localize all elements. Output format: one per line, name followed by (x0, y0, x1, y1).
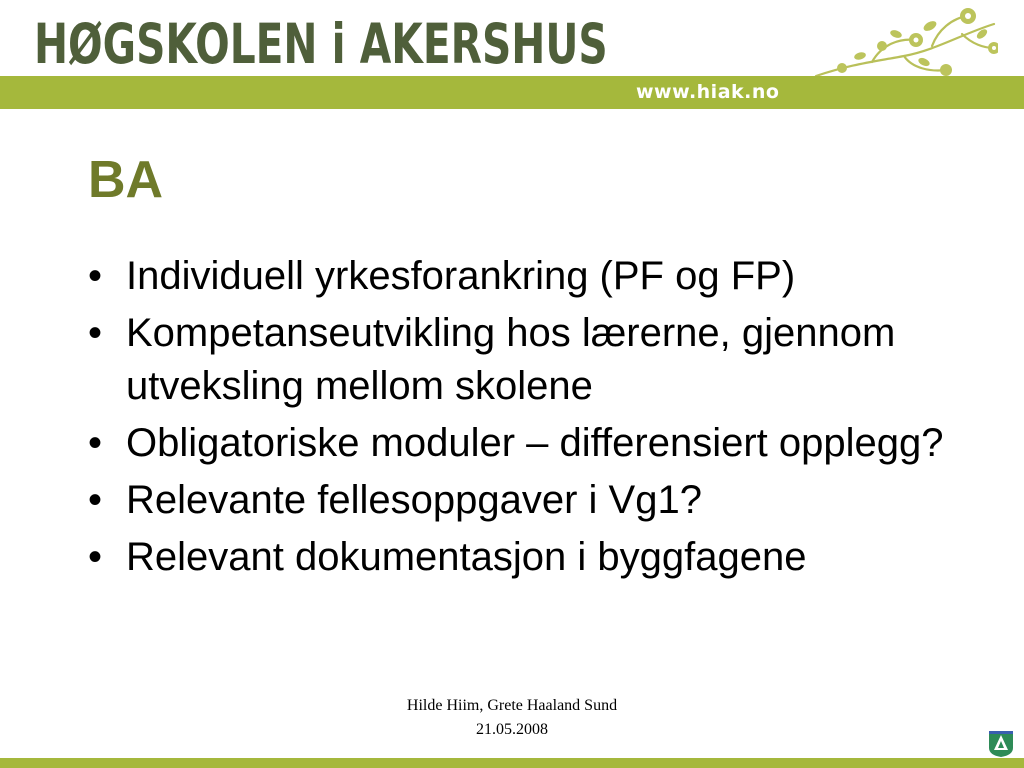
bullet-marker: • (88, 478, 103, 522)
footer-date: 21.05.2008 (476, 721, 548, 738)
bullet-list (82, 250, 982, 588)
bullet-text: Kompetanseutvikling hos lærerne, gjennom utveksling mellom skolene (126, 311, 896, 408)
footer-band (0, 758, 1024, 768)
bullet-text: Relevante fellesoppgaver i Vg1? (126, 478, 702, 522)
website-url: www.hiak.no (636, 81, 780, 103)
list-item (82, 474, 982, 527)
list-item (82, 307, 982, 413)
list-item (82, 250, 982, 303)
akershus-logo-icon (986, 728, 1016, 758)
bullet-text: Obligatoriske moduler – differensiert opplegg? (126, 421, 944, 465)
list-item (82, 417, 982, 470)
institution-wordmark: HØGSKOLEN i AKERSHUS (34, 12, 608, 76)
header-band (0, 76, 1024, 109)
bullet-text: Relevant dokumentasjon i byggfagene (126, 535, 807, 579)
bullet-marker: • (88, 254, 103, 298)
bullet-marker: • (88, 421, 103, 465)
bullet-marker: • (88, 535, 103, 579)
footer-credits (300, 694, 724, 742)
bullet-text: Individuell yrkesforankring (PF og FP) (126, 254, 796, 298)
footer-authors: Hilde Hiim, Grete Haaland Sund (406, 697, 618, 714)
list-item (82, 531, 982, 584)
slide-title: BA (88, 151, 164, 209)
bullet-marker: • (88, 311, 103, 355)
flower-vine-icon (812, 4, 998, 80)
